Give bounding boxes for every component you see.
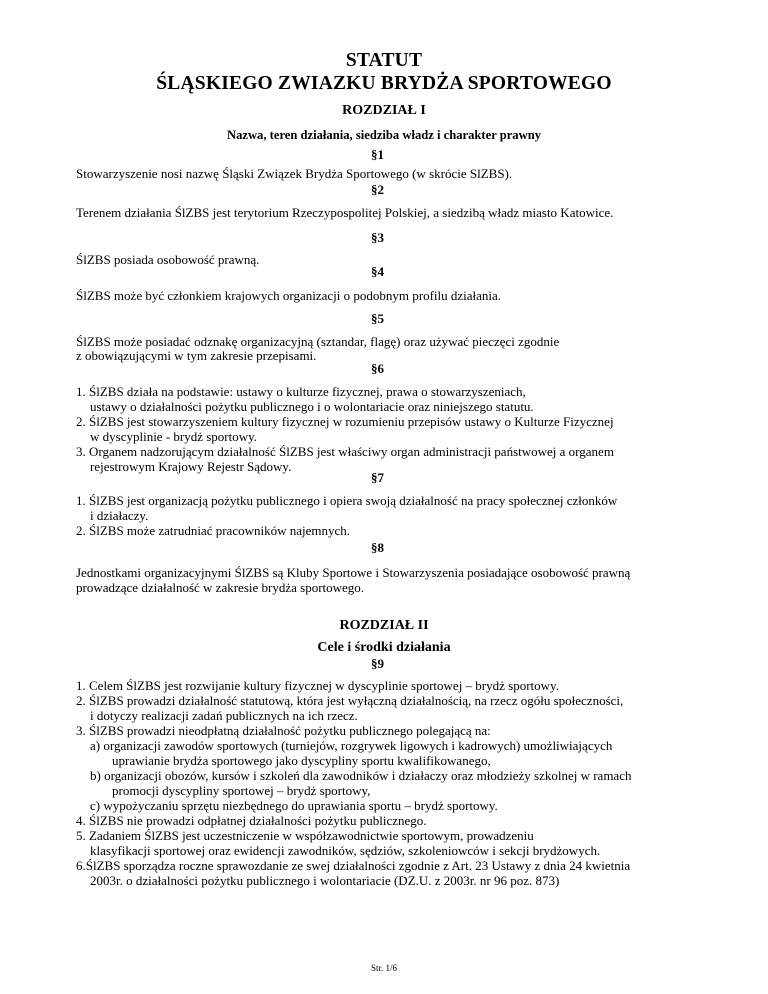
section-line: 1. ŚlZBS jest organizacją pożytku publicznego i opiera swoją działalność na pracy społecznej członków (76, 493, 618, 508)
section-mark: §7 (371, 470, 384, 485)
section-line: c) wypożyczaniu sprzętu niezbędnego do uprawiania sportu – brydż sportowy. (90, 798, 498, 813)
section-line: 3. ŚlZBS prowadzi nieodpłatną działalność pożytku publicznego polegającą na: (76, 723, 491, 738)
section-line: 6.ŚlZBS sporządza roczne sprawozdanie ze swej działalności zgodnie z Art. 23 Ustawy z dnia 24 kwietnia (76, 858, 631, 873)
section-line: ustawy o działalności pożytku publicznego i o wolontariacie oraz niniejszego statutu. (90, 399, 534, 414)
section-line: klasyfikacji sportowej oraz ewidencji zawodników, sędziów, szkoleniowców i sekcji brydżowych. (90, 843, 601, 858)
section-line: z obowiązującymi w tym zakresie przepisami. (76, 348, 317, 363)
section-line: b) organizacji obozów, kursów i szkoleń dla zawodników i działaczy oraz młodzieży szkolnej w ramach (90, 768, 632, 783)
section-line: Jednostkami organizacyjnymi ŚlZBS są Kluby Sportowe i Stowarzyszenia posiadające osobowość prawną (76, 565, 631, 580)
chapter1-subtitle: Nazwa, teren działania, siedziba władz i charakter prawny (226, 128, 541, 142)
section-mark: §2 (371, 182, 384, 197)
section-mark: §5 (371, 311, 384, 326)
section-line: rejestrowym Krajowy Rejestr Sądowy. (90, 459, 292, 474)
section-line: ŚlZBS może posiadać odznakę organizacyjną (sztandar, flagę) oraz używać pieczęci zgodnie (76, 334, 560, 349)
section-line: 4. ŚlZBS nie prowadzi odpłatnej działalności pożytku publicznego. (76, 813, 427, 828)
section-line: a) organizacji zawodów sportowych (turniejów, rozgrywek ligowych i kadrowych) umożliwiających (90, 738, 613, 753)
section-line: Stowarzyszenie nosi nazwę Śląski Związek Brydża Sportowego (w skrócie SlZBS). (76, 166, 513, 181)
section-line: 1. Celem ŚlZBS jest rozwijanie kultury fizycznej w dyscyplinie sportowej – brydż sportowy. (76, 678, 559, 693)
section-line: prowadzące działalność w zakresie brydża sportowego. (76, 580, 365, 595)
section-line: 2. ŚlZBS może zatrudniać pracowników najemnych. (76, 523, 351, 538)
section-mark: §6 (371, 361, 384, 376)
chapter2-heading: ROZDZIAŁ II (339, 618, 429, 633)
section-line: 3. Organem nadzorującym działalność ŚlZBS jest właściwy organ administracji państwowej a organem (76, 444, 614, 459)
section-mark: §4 (371, 264, 384, 279)
section-line: 2. ŚlZBS prowadzi działalność statutową, która jest wyłączną działalnością, na rzecz ogółu społeczności, (76, 693, 624, 708)
section-mark: §1 (371, 147, 384, 162)
section-line: 2. ŚlZBS jest stowarzyszeniem kultury fizycznej w rozumieniu przepisów ustawy o Kulturze Fizycznej (76, 414, 614, 429)
document-title-line2: ŚLĄSKIEGO ZWIAZKU BRYDŻA SPORTOWEGO (156, 73, 612, 94)
page-number-footer: Str. 1/6 (370, 963, 397, 973)
chapter1-heading: ROZDZIAŁ I (342, 103, 426, 118)
document-title-line1: STATUT (345, 50, 423, 71)
section-line: w dyscyplinie - brydż sportowy. (90, 429, 258, 444)
section-line: 5. Zadaniem ŚlZBS jest uczestniczenie w współzawodnictwie sportowym, prowadzeniu (76, 828, 534, 843)
section-line: promocji dyscypliny sportowej – brydż sportowy, (112, 783, 371, 798)
section-line: 1. ŚlZBS działa na podstawie: ustawy o kulturze fizycznej, prawa o stowarzyszeniach, (76, 384, 526, 399)
section-line: i dotyczy realizacji zadań publicznych na ich rzecz. (90, 708, 358, 723)
section-line: i działaczy. (90, 508, 149, 523)
section-line: ŚlZBS może być członkiem krajowych organizacji o podobnym profilu działania. (76, 288, 502, 303)
section-line: uprawianie brydża sportowego jako dyscypliny sportu kwalifikowanego, (112, 753, 491, 768)
section-line: ŚlZBS posiada osobowość prawną. (76, 252, 260, 267)
section-line: 2003r. o działalności pożytku publicznego i wolontariacie (DZ.U. z 2003r. nr 96 poz. 873) (90, 873, 560, 888)
section-mark: §3 (371, 230, 384, 245)
chapter2-subtitle: Cele i środki działania (317, 640, 451, 655)
section-mark: §9 (371, 656, 384, 671)
section-line: Terenem działania ŚlZBS jest terytorium Rzeczypospolitej Polskiej, a siedzibą władz miasto Katowice. (76, 205, 614, 220)
section-mark: §8 (371, 540, 384, 555)
